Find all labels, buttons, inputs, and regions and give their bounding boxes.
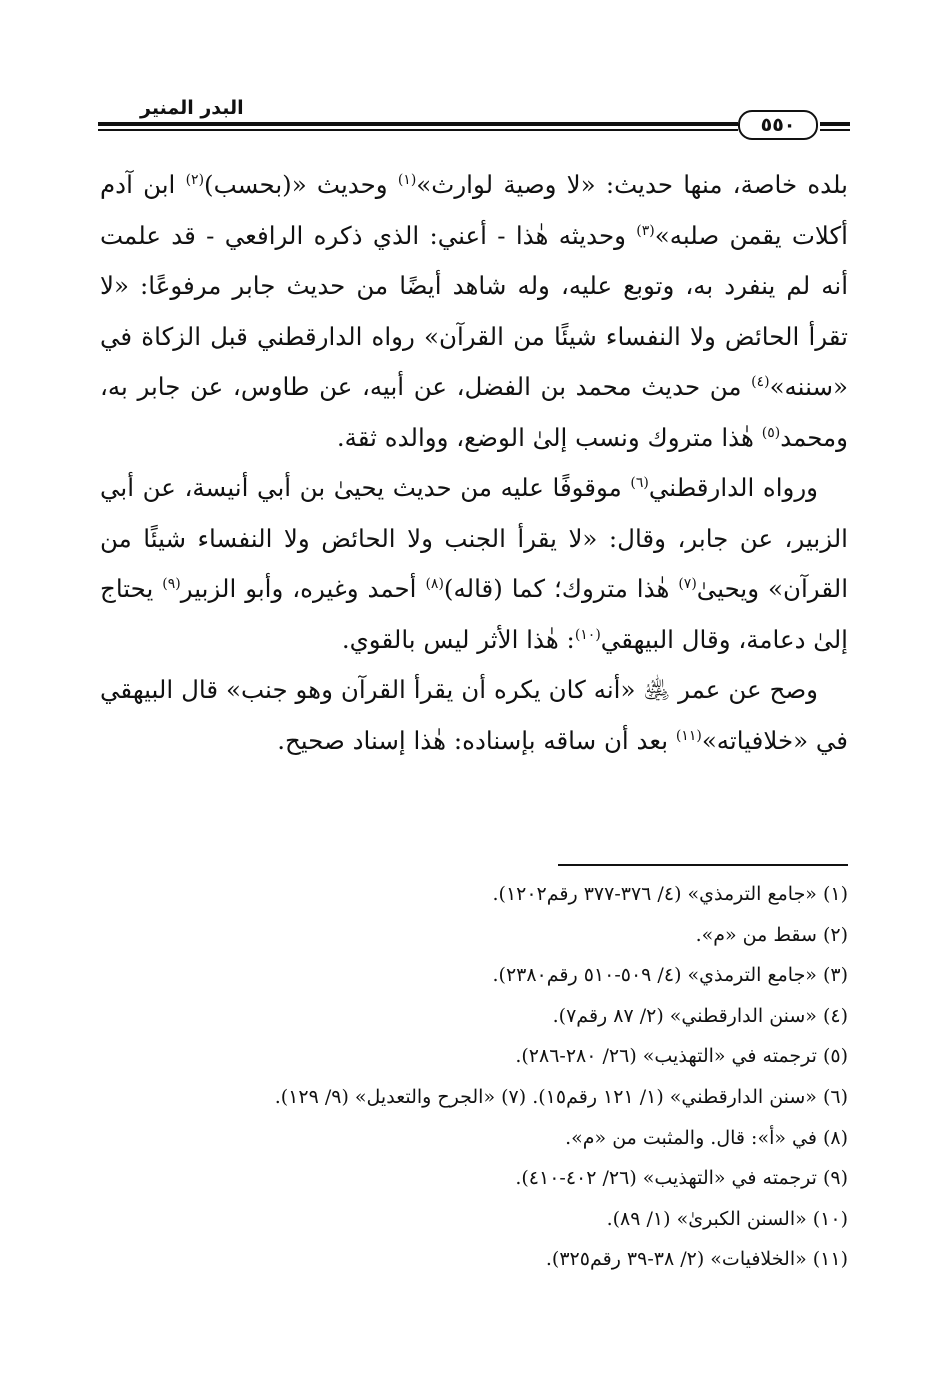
footnote-number: (٥) xyxy=(822,1045,848,1068)
footnote xyxy=(100,955,848,996)
footnote-marker: (٨) xyxy=(425,575,444,592)
text-run: وحديث «(بحسب) xyxy=(204,170,398,199)
footnote-marker: (٥) xyxy=(761,424,781,441)
footnote xyxy=(100,1036,848,1077)
paragraph xyxy=(100,160,848,463)
footnote-number: (٦) xyxy=(822,1085,848,1108)
text-run: ورواه الدارقطني xyxy=(648,473,819,502)
footnote xyxy=(100,1199,848,1240)
footnote-marker: (١٠) xyxy=(574,626,601,643)
footnote-number: (٩) xyxy=(822,1167,848,1190)
text-run: أحمد وغيره، وأبو الزبير xyxy=(180,574,426,603)
footnote-separator xyxy=(558,864,848,866)
footnote-marker: (٣) xyxy=(636,222,655,239)
footnote-marker: (٦) xyxy=(630,474,649,491)
paragraph xyxy=(100,463,848,665)
text-run: بعد أن ساقه بإسناده: هٰذا إسناد صحيح. xyxy=(277,725,676,755)
footnote-number: (٢) xyxy=(822,923,848,946)
footnote-number: (٨) xyxy=(822,1126,848,1149)
footnote xyxy=(100,1158,848,1199)
footnotes xyxy=(100,874,848,1280)
header-rule-thin-right xyxy=(820,129,850,131)
footnote-number: (١) xyxy=(822,883,848,905)
footnote xyxy=(100,915,848,956)
footnote-marker: (٧) xyxy=(678,575,697,592)
text-run: هٰذا متروك؛ كما (قاله) xyxy=(443,574,679,603)
text-run: هٰذا متروك ونسب إلىٰ الوضع، ووالده ثقة. xyxy=(336,422,762,452)
footnote-marker: (١١) xyxy=(675,727,702,744)
text-run: ابن آدم أكلات يقمن صلبه» xyxy=(100,170,848,250)
text-run: وصح عن عمر ﵁ «أنه كان يكره أن يقرأ القرآن وهو جنب» قال البيهقي في «خلافياته» xyxy=(100,675,848,755)
footnote-marker: (٩) xyxy=(162,575,181,592)
footnote-text: ترجمته في «التهذيب» (٢٦/ ٤٠٢-٤١٠). xyxy=(515,1167,817,1190)
footnote xyxy=(100,1077,848,1118)
paragraph xyxy=(100,665,848,766)
footnote-number: (١١) xyxy=(812,1248,848,1271)
footnote xyxy=(100,1239,848,1280)
text-run: وحديثه هٰذا - أعني: الذي ذكره الرافعي - قد علمت أنه لم ينفرد به، وتوبع عليه، وله شاهد أيضًا من حديث جابر مرفوعًا: «لا تقرأ الحائض ولا النفساء شيئًا من القرآن» رواه الدارقطني قبل الزكاة في «سننه» xyxy=(100,220,848,401)
footnote-text: «سنن الدارقطني» (١/ ١٢١ رقم١٥). (٧) «الجرح والتعديل» (٩/ ١٢٩). xyxy=(274,1085,817,1108)
text-run: يحتاج إلىٰ دعامة، وقال البيهقي xyxy=(100,574,848,654)
footnote-text: ترجمته في «التهذيب» (٢٦/ ٢٨٠-٢٨٦). xyxy=(515,1045,817,1068)
footnote-text: «السنن الكبرىٰ» (١/ ٨٩). xyxy=(606,1207,807,1230)
text-run: بلده خاصة، منها حديث: «لا وصية لوارث» xyxy=(416,170,848,199)
text-run: من حديث محمد بن الفضل، عن أبيه، عن طاوس، عن جابر به، ومحمد xyxy=(100,372,848,452)
header-rule-thick xyxy=(98,122,738,126)
footnote xyxy=(100,874,848,915)
text-run: : هٰذا الأثر ليس بالقوي. xyxy=(341,624,575,654)
footnote-text: «سنن الدارقطني» (٢/ ٨٧ رقم٧). xyxy=(552,1004,817,1027)
text-run: موقوفًا عليه من حديث يحيىٰ بن أبي أنيسة، عن أبي الزبير، عن جابر، وقال: «لا يقرأ الجنب ولا الحائض ولا النفساء شيئًا من القرآن» ويحيىٰ xyxy=(100,473,848,603)
footnote-marker: (٢) xyxy=(185,171,205,188)
running-header xyxy=(98,96,850,140)
footnote-text: «جامع الترمذي» (٤/ ٥٠٩-٥١٠ رقم٢٣٨٠). xyxy=(492,964,817,987)
page-number: ٥٥٠ xyxy=(738,110,818,140)
footnote-text: سقط من «م». xyxy=(695,923,817,946)
footnote xyxy=(100,1118,848,1159)
footnote-text: «الخلافيات» (٢/ ٣٨-٣٩ رقم٣٢٥). xyxy=(545,1248,807,1271)
footnote-text: «جامع الترمذي» (٤/ ٣٧٦-٣٧٧ رقم١٢٠٢). xyxy=(492,883,817,905)
header-rule-thick-right xyxy=(820,122,850,126)
footnote-marker: (٤) xyxy=(751,373,770,390)
main-text xyxy=(100,160,848,766)
footnote-number: (١٠) xyxy=(812,1207,848,1230)
footnote-number: (٣) xyxy=(822,964,848,987)
footnote-text: في «أ»: قال. والمثبت من «م». xyxy=(565,1126,817,1149)
footnote-number: (٤) xyxy=(822,1004,848,1027)
footnote xyxy=(100,996,848,1037)
footnote-marker: (١) xyxy=(397,171,417,188)
book-title: البدر المنير xyxy=(140,97,244,119)
header-rule-thin xyxy=(98,129,738,131)
